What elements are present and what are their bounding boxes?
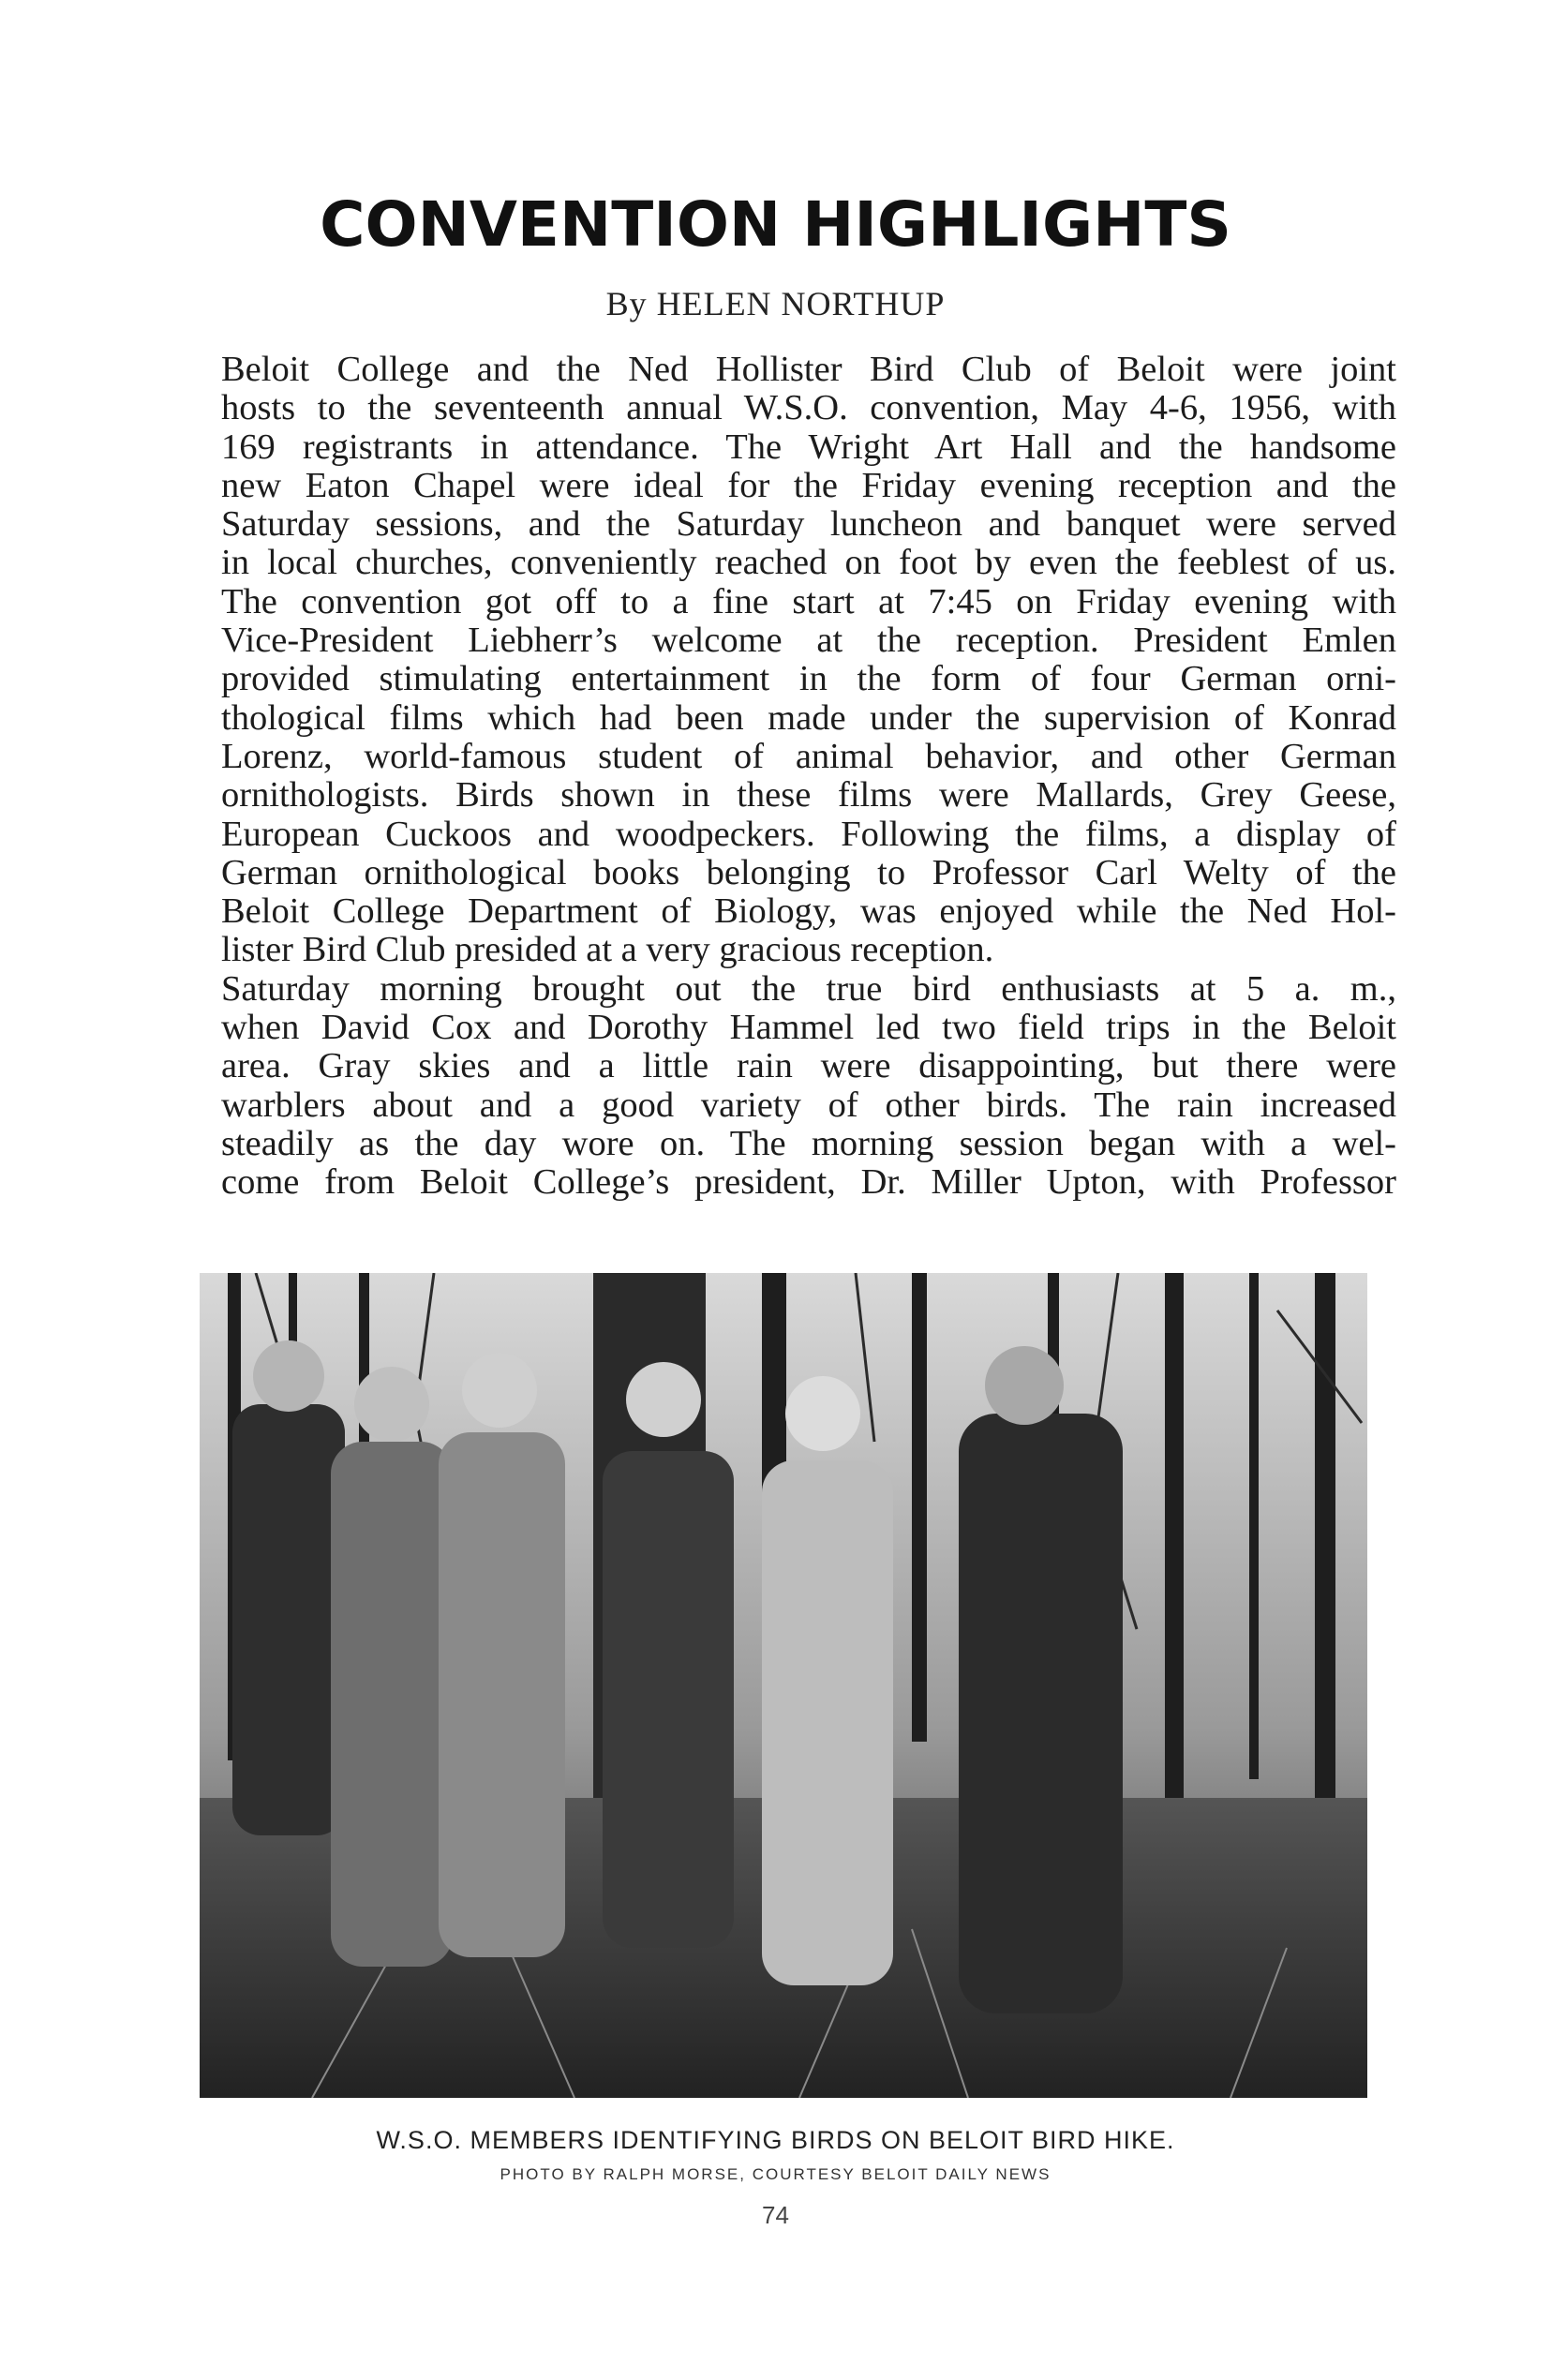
- body-line: hosts to the seventeenth annual W.S.O. convention, May 4-6, 1956, with: [221, 388, 1396, 428]
- body-line: Beloit College Department of Biology, was enjoyed while the Ned Hol-: [221, 891, 1396, 932]
- body-line: in local churches, conveniently reached on foot by even the feeblest of us.: [221, 543, 1396, 583]
- body-line: steadily as the day wore on. The morning session began with a wel-: [221, 1123, 1396, 1163]
- body-line: 169 registrants in attendance. The Wright Art Hall and the handsome: [221, 427, 1396, 467]
- body-line: come from Beloit College’s president, Dr. Miller Upton, with Professor: [221, 1162, 1396, 1203]
- photo-illustration: [200, 1273, 1367, 2098]
- byline: By HELEN NORTHUP: [605, 285, 946, 322]
- body-line: Lorenz, world-famous student of animal behavior, and other German: [221, 736, 1396, 776]
- article-title: CONVENTION HIGHLIGHTS: [320, 188, 1231, 261]
- body-line: German ornithological books belonging to Professor Carl Welty of the: [221, 852, 1396, 892]
- body-line: Vice-President Liebherr’s welcome at the reception. President Emlen: [221, 621, 1396, 661]
- body-line: area. Gray skies and a little rain were disappointing, but there were: [221, 1046, 1396, 1086]
- photo-credit: PHOTO BY RALPH MORSE, COURTESY BELOIT DAILY NEWS: [500, 2165, 1051, 2183]
- body-line: ornithologists. Birds shown in these films were Mallards, Grey Geese,: [221, 775, 1396, 816]
- body-line: The convention got off to a fine start at 7:45 on Friday evening with: [221, 581, 1396, 621]
- body-line: when David Cox and Dorothy Hammel led two field trips in the Beloit: [221, 1008, 1396, 1048]
- body-line: thological films which had been made under the supervision of Konrad: [221, 697, 1396, 738]
- body-line: provided stimulating entertainment in the form of four German orni-: [221, 659, 1396, 699]
- body-line: Saturday sessions, and the Saturday luncheon and banquet were served: [221, 504, 1396, 545]
- body-line: warblers about and a good variety of other birds. The rain increased: [221, 1085, 1396, 1125]
- body-line: lister Bird Club presided at a very gracious reception.: [221, 930, 994, 970]
- body-line: new Eaton Chapel were ideal for the Friday evening reception and the: [221, 465, 1396, 505]
- body-line: Beloit College and the Ned Hollister Bird Club of Beloit were joint: [221, 350, 1396, 389]
- article-body: [221, 351, 1396, 1203]
- body-line: European Cuckoos and woodpeckers. Following the films, a display of: [221, 814, 1396, 854]
- page-number: 74: [762, 2201, 789, 2229]
- photo-caption: W.S.O. MEMBERS IDENTIFYING BIRDS ON BELOIT BIRD HIKE.: [376, 2126, 1175, 2154]
- bird-hike-photo: [200, 1273, 1367, 2098]
- body-line: Saturday morning brought out the true bird enthusiasts at 5 a. m.,: [221, 968, 1396, 1009]
